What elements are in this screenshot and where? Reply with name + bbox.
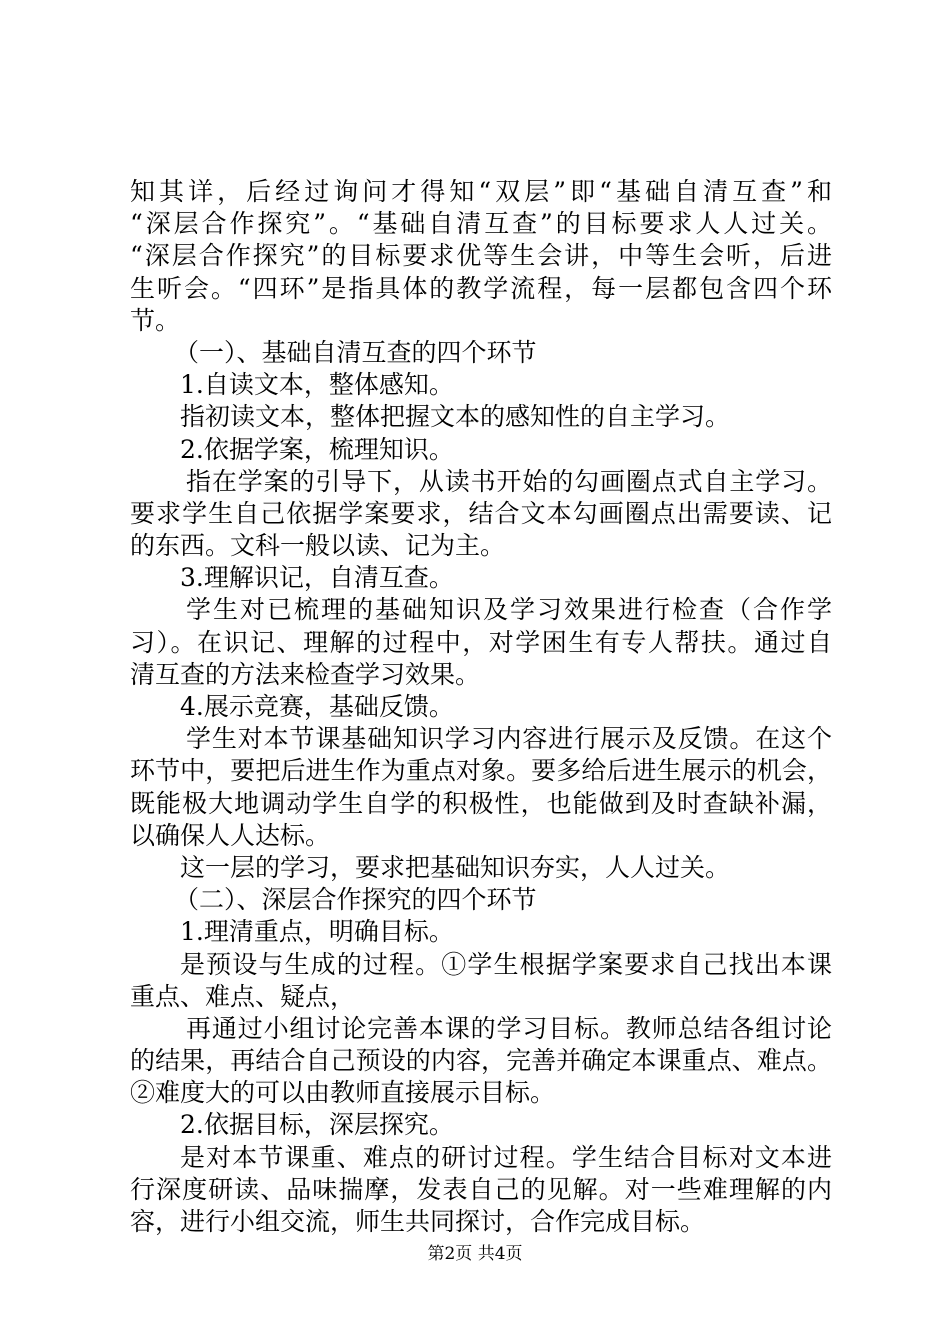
text-line: 环节中，要把后进生作为重点对象。要多给后进生展示的机会，	[130, 756, 832, 786]
text-line: 是预设与生成的过程。①学生根据学案要求自己找出本课	[180, 949, 832, 979]
step-heading: 3.理解识记，自清互查。	[180, 563, 454, 593]
text-line: 指在学案的引导下，从读书开始的勾画圈点式自主学习。	[186, 466, 832, 496]
text-line: 既能极大地调动学生自学的积极性，也能做到及时查缺补漏，	[130, 788, 832, 818]
text-line: 以确保人人达标。	[130, 820, 331, 850]
section-heading: （一）、基础自清互查的四个环节	[174, 337, 537, 367]
text-line: 重点、难点、疑点，	[130, 981, 356, 1011]
text-line: “深层合作探究”的目标要求优等生会讲，中等生会听，后进	[130, 241, 832, 271]
document-body	[130, 176, 832, 1238]
step-heading: 2.依据目标，深层探究。	[180, 1110, 454, 1140]
page-number-footer: 第2页 共4页	[427, 1244, 523, 1264]
text-line: 指初读文本，整体把握文本的感知性的自主学习。	[180, 402, 731, 432]
text-line: 知其详，后经过询问才得知“双层”即“基础自清互查”和	[130, 177, 832, 206]
text-line: 再通过小组讨论完善本课的学习目标。教师总结各组讨论	[186, 1013, 832, 1043]
text-line: 的东西。文科一般以读、记为主。	[130, 531, 506, 561]
text-line: 习）。在识记、理解的过程中，对学困生有专人帮扶。通过自	[130, 627, 832, 657]
text-line: 生听会。“四环”是指具体的教学流程，每一层都包含四个环	[130, 273, 832, 303]
step-heading: 4.展示竞赛，基础反馈。	[180, 692, 454, 721]
text-line: “深层合作探究”。“基础自清互查”的目标要求人人过关。	[130, 209, 832, 239]
text-line: 是对本节课重、难点的研讨过程。学生结合目标对文本进	[180, 1142, 832, 1172]
step-heading: 2.依据学案，梳理知识。	[180, 434, 454, 464]
text-line: 节。	[130, 305, 181, 335]
section-heading: （二）、深层合作探究的四个环节	[174, 885, 537, 915]
text-line: 要求学生自己依据学案要求，结合文本勾画圈点出需要读、记	[130, 498, 832, 528]
text-line: 的结果，再结合自己预设的内容，完善并确定本课重点、难点。	[130, 1046, 832, 1076]
step-heading: 1.自读文本，整体感知。	[180, 370, 454, 400]
text-line: 行深度研读、品味揣摩，发表自己的见解。对一些难理解的内	[130, 1174, 832, 1204]
step-heading: 1.理清重点，明确目标。	[180, 917, 454, 947]
text-line: ②难度大的可以由教师直接展示目标。	[130, 1078, 556, 1108]
text-line: 这一层的学习，要求把基础知识夯实，人人过关。	[180, 852, 731, 882]
text-line: 清互查的方法来检查学习效果。	[130, 659, 481, 689]
text-line: 学生对本节课基础知识学习内容进行展示及反馈。在这个	[186, 724, 832, 754]
text-line: 容，进行小组交流，师生共同探讨，合作完成目标。	[130, 1207, 706, 1236]
text-line: 学生对已梳理的基础知识及学习效果进行检查（合作学	[186, 595, 832, 625]
